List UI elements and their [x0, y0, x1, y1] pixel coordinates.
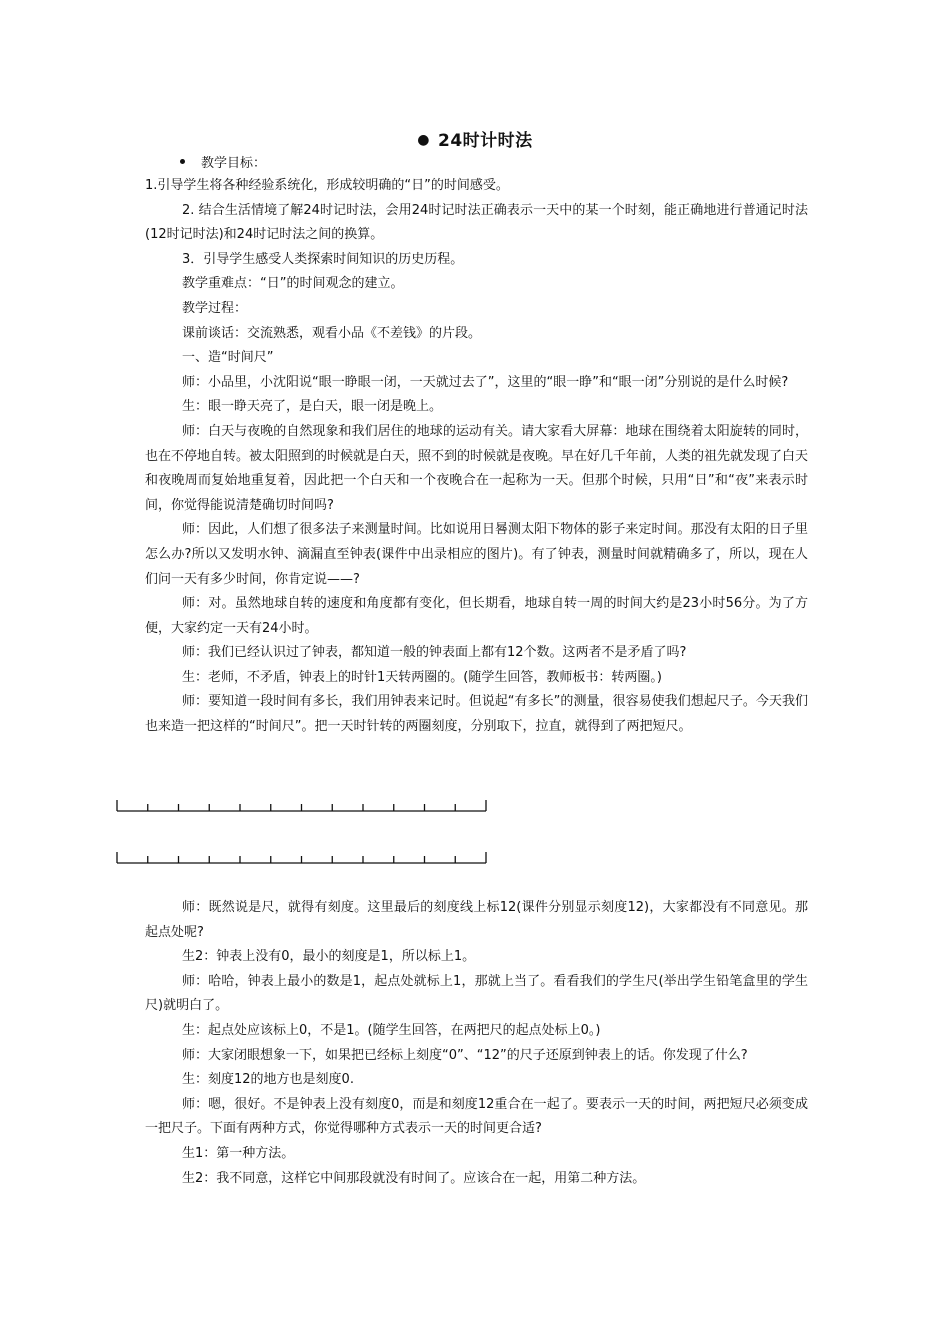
paragraph: 师：我们已经认识过了钟表，都知道一般的钟表面上都有12个数。这两者不是矛盾了吗? [182, 645, 687, 661]
paragraph: 课前谈话：交流熟悉，观看小品《不差钱》的片段。 [182, 325, 482, 341]
paragraph: 2. 结合生活情境了解24时记时法，会用24时记时法正确表示一天中的某一个时刻，能正确地进行普通记时法(12时记时法)和24时记时法之间的换算。 [145, 202, 808, 243]
paragraph: 师：哈哈，钟表上最小的数是1，起点处就标上1，那就上当了。看看我们的学生尺(举出学生铅笔盒里的学生尺)就明白了。 [145, 973, 808, 1014]
text-block-bottom [145, 896, 808, 1191]
paragraph: 生2：我不同意，这样它中间那段就没有时间了。应该合在一起，用第二种方法。 [182, 1170, 646, 1186]
paragraph: 1.引导学生将各种经验系统化，形成较明确的“日”的时间感受。 [145, 178, 509, 193]
paragraph: 生：老师，不矛盾，钟表上的时针1天转两圈的。(随学生回答，教师板书：转两圈。) [182, 669, 662, 685]
paragraph: 一、造“时间尺” [182, 350, 274, 366]
bullet-icon: ● [417, 132, 431, 148]
paragraph: 师：大家闭眼想象一下，如果把已经标上刻度“0”、“12”的尺子还原到钟表上的话。你发现了什么? [182, 1047, 748, 1063]
objectives-heading: 教学目标： [180, 152, 266, 171]
text-block-top [145, 174, 808, 740]
paragraph: 师：对。虽然地球自转的速度和角度都有变化，但长期看，地球自转一周的时间大约是23小时56分。为了方便，大家约定一天有24小时。 [145, 596, 808, 636]
paragraph: 生：眼一睁天亮了，是白天，眼一闭是晚上。 [182, 399, 443, 415]
paragraph: 教学过程： [182, 300, 248, 316]
paragraph: 师：要知道一段时间有多长，我们用钟表来记时。但说起“有多长”的测量，很容易使我们想起尺子。今天我们也来造一把这样的“时间尺”。把一天时针转的两圈刻度，分别取下，拉直，就得到了两把短尺。 [145, 694, 808, 735]
time-ruler-1 [116, 798, 488, 812]
paragraph: 生1：第一种方法。 [182, 1145, 295, 1161]
paragraph: 生：刻度12的地方也是刻度0. [182, 1072, 354, 1088]
time-ruler-2 [116, 850, 488, 864]
paragraph: 教学重难点：“日”的时间观念的建立。 [182, 276, 404, 292]
paragraph: 生2：钟表上没有0，最小的刻度是1，所以标上1。 [182, 949, 476, 965]
page-title: ● 24时计时法 [417, 131, 533, 151]
paragraph: 师：嗯，很好。不是钟表上没有刻度0，而是和刻度12重合在一起了。要表示一天的时间，两把短尺必须变成一把尺子。下面有两种方式，你觉得哪种方式表示一天的时间更合适? [145, 1096, 808, 1137]
paragraph: 师：小品里，小沈阳说“眼一睁眼一闭，一天就过去了”，这里的“眼一睁”和“眼一闭”分别说的是什么时候? [182, 374, 789, 390]
paragraph: 师：白天与夜晚的自然现象和我们居住的地球的运动有关。请大家看大屏幕：地球在围绕着太阳旋转的同时，也在不停地自转。被太阳照到的时候就是白天，照不到的时候就是夜晚。早在好几千年前，人类的祖先就发现了白天和夜晚周而复始地重复着，因此把一个白天和一个夜晚合在一起称为一天。但那个时候，只用“日”和“夜”来表示时间，你觉得能说清楚确切时间吗? [145, 423, 809, 513]
paragraph: 生：起点处应该标上0，不是1。(随学生回答，在两把尺的起点处标上0。) [182, 1022, 601, 1038]
paragraph: 3．引导学生感受人类探索时间知识的历史历程。 [182, 251, 464, 267]
paragraph: 师：因此，人们想了很多法子来测量时间。比如说用日晷测太阳下物体的影子来定时间。那没有太阳的日子里怎么办?所以又发明水钟、滴漏直至钟表(课件中出录相应的图片)。有了钟表，测量时间就精确多了，所以，现在人们问一天有多少时间，你肯定说——? [145, 522, 808, 587]
paragraph: 师：既然说是尺，就得有刻度。这里最后的刻度线上标12(课件分别显示刻度12)，大家都没有不同意见。那起点处呢? [145, 900, 808, 940]
bullet-icon [180, 159, 185, 164]
